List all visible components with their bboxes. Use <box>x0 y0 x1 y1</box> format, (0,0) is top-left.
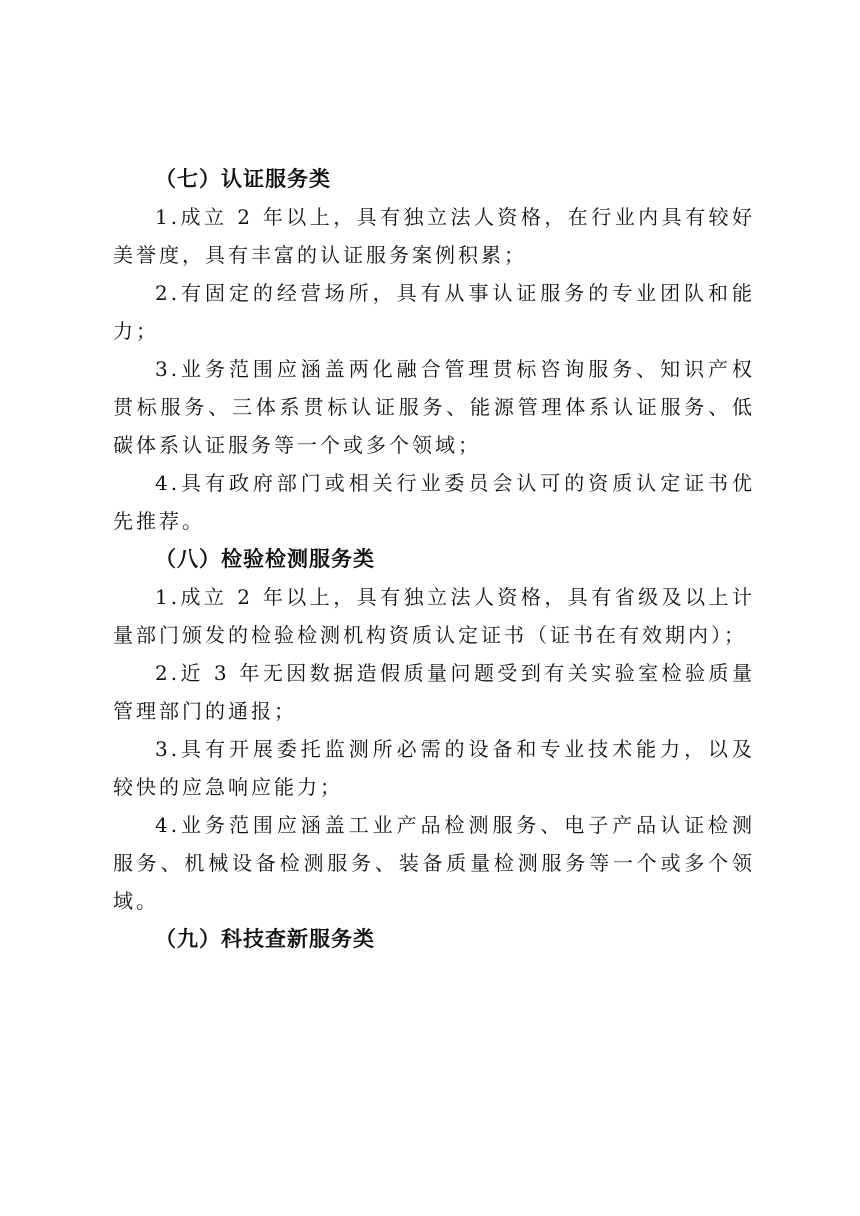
section-heading: （九）科技查新服务类 <box>155 927 375 951</box>
section-certification-services <box>113 160 755 540</box>
paragraph-item: 4.具有政府部门或相关行业委员会认可的资质认定证书优先推荐。 <box>113 471 755 533</box>
document-body <box>113 160 755 958</box>
section-novelty-search-services <box>113 920 755 958</box>
paragraph-item: 4.业务范围应涵盖工业产品检测服务、电子产品认证检测服务、机械设备检测服务、装备质量检测服务等一个或多个领域。 <box>113 813 755 913</box>
paragraph-item: 1.成立 2 年以上，具有独立法人资格，在行业内具有较好美誉度，具有丰富的认证服务案例积累； <box>113 205 755 267</box>
section-heading: （八）检验检测服务类 <box>155 547 375 571</box>
paragraph-item: 2.有固定的经营场所，具有从事认证服务的专业团队和能力； <box>113 281 755 343</box>
paragraph-item: 2.近 3 年无因数据造假质量问题受到有关实验室检验质量管理部门的通报； <box>113 661 755 723</box>
paragraph-item: 1.成立 2 年以上，具有独立法人资格，具有省级及以上计量部门颁发的检验检测机构资质认定证书（证书在有效期内）； <box>113 585 755 647</box>
section-heading: （七）认证服务类 <box>155 167 331 191</box>
section-inspection-testing-services <box>113 540 755 920</box>
paragraph-item: 3.业务范围应涵盖两化融合管理贯标咨询服务、知识产权贯标服务、三体系贯标认证服务、能源管理体系认证服务、低碳体系认证服务等一个或多个领域； <box>113 357 755 457</box>
paragraph-item: 3.具有开展委托监测所必需的设备和专业技术能力，以及较快的应急响应能力； <box>113 737 755 799</box>
